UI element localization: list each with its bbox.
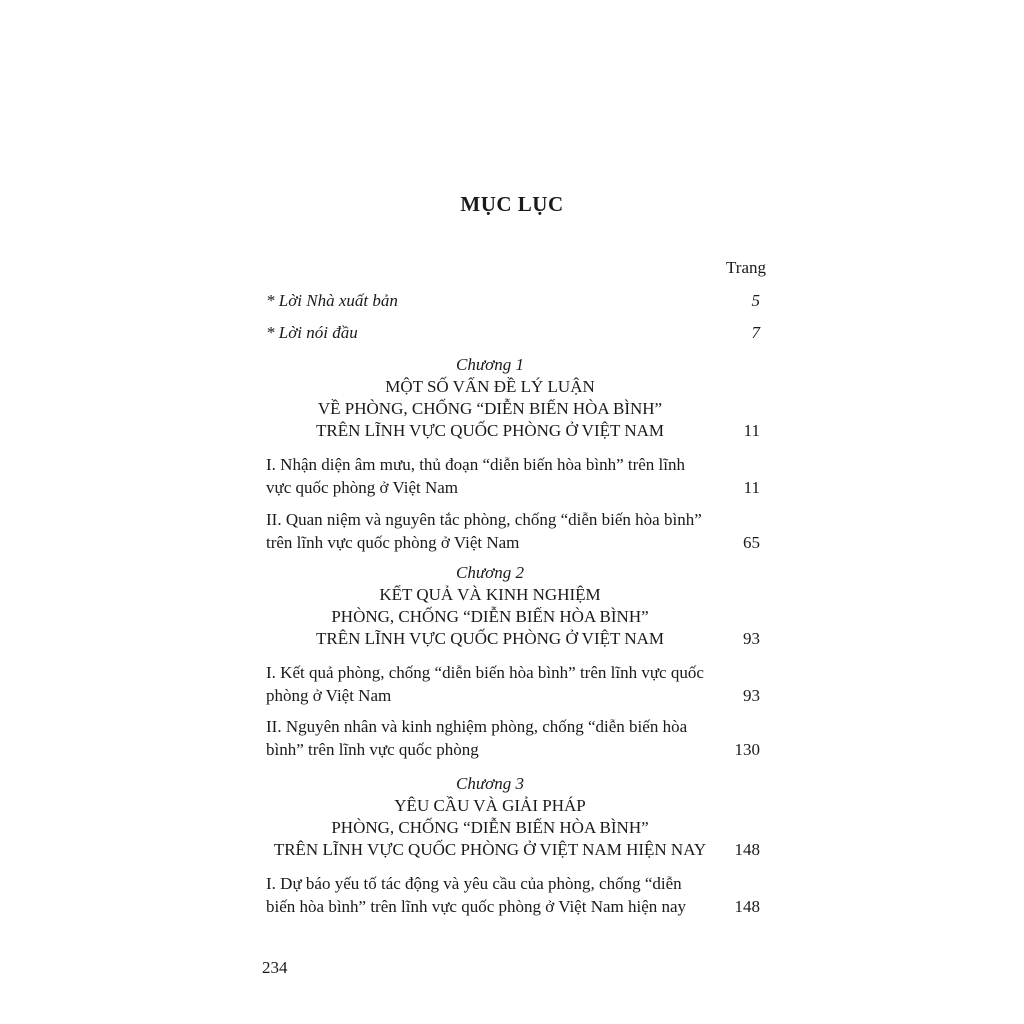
section-line: II. Quan niệm và nguyên tắc phòng, chống “diễn biến hòa bình” bbox=[266, 510, 702, 529]
section-line: vực quốc phòng ở Việt Nam bbox=[266, 478, 459, 497]
toc-section-1-1 bbox=[266, 453, 766, 499]
toc-section-2-1 bbox=[266, 661, 766, 707]
chapter-1-heading bbox=[266, 354, 766, 442]
chapter-page: 11 bbox=[743, 421, 760, 440]
section-line: I. Nhận diện âm mưu, thủ đoạn “diễn biến hòa bình” trên lĩnh bbox=[266, 455, 685, 474]
section-line: biến hòa bình” trên lĩnh vực quốc phòng ở Việt Nam hiện nay bbox=[266, 897, 687, 916]
toc-entry-page: 5 bbox=[751, 291, 760, 310]
chapter-title-line: PHÒNG, CHỐNG “DIỄN BIẾN HÒA BÌNH” bbox=[331, 607, 649, 626]
page-title: MỤC LỤC bbox=[460, 192, 564, 216]
chapter-title-line: MỘT SỐ VẤN ĐỀ LÝ LUẬN bbox=[385, 377, 595, 396]
toc-entry-preface bbox=[266, 321, 766, 344]
section-line: I. Dự báo yếu tố tác động và yêu cầu của phòng, chống “diễn bbox=[266, 874, 682, 893]
chapter-3-heading bbox=[266, 773, 766, 861]
chapter-title-line: TRÊN LĨNH VỰC QUỐC PHÒNG Ở VIỆT NAM bbox=[315, 421, 664, 440]
chapter-title-line: VỀ PHÒNG, CHỐNG “DIỄN BIẾN HÒA BÌNH” bbox=[317, 399, 663, 418]
section-page: 93 bbox=[743, 686, 760, 705]
section-line: trên lĩnh vực quốc phòng ở Việt Nam bbox=[266, 533, 520, 552]
section-line: II. Nguyên nhân và kinh nghiệm phòng, chống “diễn biến hòa bbox=[266, 717, 688, 736]
section-line: phòng ở Việt Nam bbox=[266, 686, 392, 705]
section-page: 148 bbox=[734, 897, 760, 916]
chapter-title-line: KẾT QUẢ VÀ KINH NGHIỆM bbox=[379, 585, 601, 604]
page-number: 234 bbox=[262, 958, 288, 977]
toc-entry-text: * Lời Nhà xuất bản bbox=[266, 291, 398, 310]
section-line: bình” trên lĩnh vực quốc phòng bbox=[266, 740, 479, 759]
section-page: 130 bbox=[734, 740, 760, 759]
chapter-title-line: TRÊN LĨNH VỰC QUỐC PHÒNG Ở VIỆT NAM bbox=[315, 629, 664, 648]
toc-entry-text: * Lời nói đầu bbox=[266, 323, 358, 342]
chapter-label: Chương 2 bbox=[456, 563, 524, 582]
toc-section-3-1 bbox=[266, 872, 766, 918]
chapter-title-line: YÊU CẦU VÀ GIẢI PHÁP bbox=[394, 796, 586, 815]
toc-section-1-2 bbox=[266, 508, 766, 554]
toc-entry-page: 7 bbox=[751, 323, 760, 342]
chapter-page: 148 bbox=[734, 840, 760, 859]
toc-section-2-2 bbox=[266, 715, 766, 761]
section-line: I. Kết quả phòng, chống “diễn biến hòa bình” trên lĩnh vực quốc bbox=[266, 663, 704, 682]
chapter-label: Chương 1 bbox=[456, 355, 524, 374]
chapter-page: 93 bbox=[743, 629, 760, 648]
section-page: 11 bbox=[743, 478, 760, 497]
chapter-title-line: TRÊN LĨNH VỰC QUỐC PHÒNG Ở VIỆT NAM HIỆN NAY bbox=[273, 840, 707, 859]
toc-entry-publisher-note bbox=[266, 289, 766, 312]
section-page: 65 bbox=[743, 533, 760, 552]
chapter-2-heading bbox=[266, 562, 766, 650]
chapter-title-line: PHÒNG, CHỐNG “DIỄN BIẾN HÒA BÌNH” bbox=[331, 818, 649, 837]
page-column-label: Trang bbox=[726, 258, 766, 277]
chapter-label: Chương 3 bbox=[456, 774, 524, 793]
